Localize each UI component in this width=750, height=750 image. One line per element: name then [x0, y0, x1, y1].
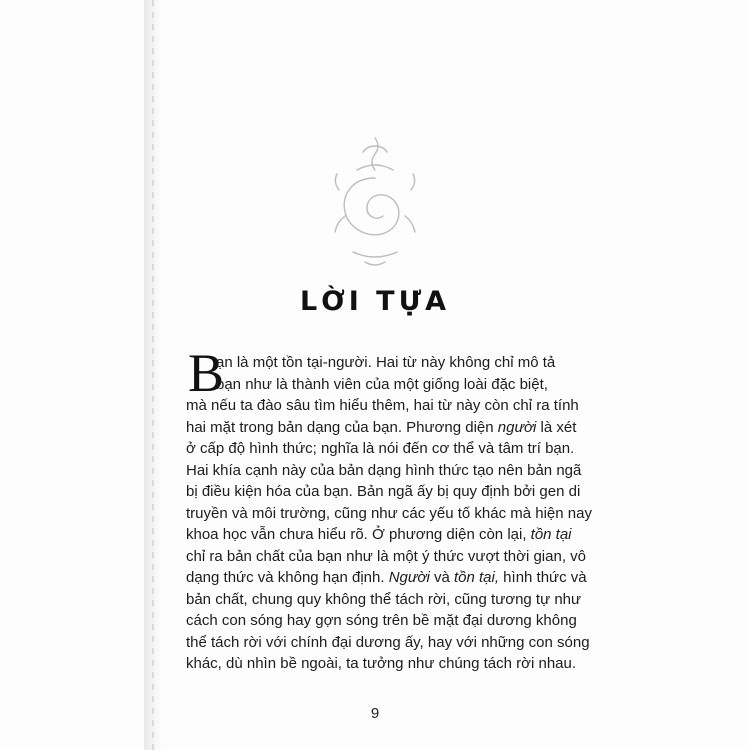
- page-gutter: [144, 0, 162, 750]
- text-segment: là xét: [536, 418, 577, 436]
- text-segment: khác, dù nhìn bề ngoài, ta tưởng như chúng tách rời nhau.: [186, 655, 577, 672]
- paragraph-line: [186, 610, 577, 632]
- text-segment: dạng thức và không hạn định.: [186, 569, 389, 586]
- italic-text: người: [497, 418, 537, 436]
- text-segment: ạn là một tồn tại-người. Hai từ này không chỉ mô tả: [216, 354, 556, 371]
- preface-paragraph: [186, 352, 592, 675]
- text-segment: khoa học vẫn chưa hiểu rõ. Ở phương diện còn lại,: [186, 526, 531, 543]
- paragraph-line: [186, 374, 554, 396]
- italic-text: tồn tại,: [453, 569, 500, 586]
- page-title: LỜI TỰA: [299, 286, 451, 317]
- paragraph-line: [186, 352, 554, 374]
- paragraph-line: [186, 632, 590, 654]
- paragraph-line: [186, 653, 577, 675]
- italic-text: Người: [388, 569, 430, 586]
- paragraph-line: [186, 417, 577, 439]
- text-segment: thể tách rời với chính đại dương ấy, hay với những con sóng: [186, 633, 590, 651]
- text-segment: bị điều kiện hóa của bạn. Bản ngã ấy bị quy định bởi gen di: [186, 483, 581, 500]
- swirl-ornament-icon: [315, 130, 435, 280]
- text-segment: bản chất, chung quy không thể tách rời, cũng tương tự như: [186, 590, 582, 608]
- paragraph-line: [186, 438, 575, 460]
- paragraph-line: [186, 481, 581, 503]
- text-segment: hình thức và: [499, 569, 587, 586]
- text-segment: bạn như là thành viên của một giống loài đặc biệt,: [216, 375, 548, 393]
- paragraph-line: [186, 524, 572, 546]
- text-segment: hai mặt trong bản dạng của bạn. Phương diện: [186, 418, 498, 436]
- text-segment: ở cấp độ hình thức; nghĩa là nói đến cơ thể và tâm trí bạn.: [186, 440, 575, 457]
- text-segment: Hai khía cạnh này của bản dạng hình thức tạo nên bản ngã: [186, 461, 582, 479]
- paragraph-line: [186, 395, 579, 417]
- drop-cap: B: [188, 343, 225, 403]
- paragraph-line: [186, 546, 586, 568]
- italic-text: tồn tại: [530, 526, 572, 543]
- text-segment: mà nếu ta đào sâu tìm hiểu thêm, hai từ này còn chỉ ra tính: [186, 397, 579, 414]
- text-segment: cách con sóng hay gợn sóng trên bề mặt đại dương không: [186, 612, 577, 629]
- text-segment: truyền và môi trường, cũng như các yếu tố khác mà hiện nay: [186, 504, 592, 522]
- paragraph-line: [186, 460, 582, 482]
- paragraph-line: [186, 567, 587, 589]
- page-number: 9: [370, 705, 380, 722]
- text-segment: chỉ ra bản chất của bạn như là một ý thức vượt thời gian, vô: [186, 547, 586, 565]
- paragraph-line: [186, 589, 582, 611]
- text-segment: và: [429, 569, 454, 586]
- paragraph-line: [186, 503, 592, 525]
